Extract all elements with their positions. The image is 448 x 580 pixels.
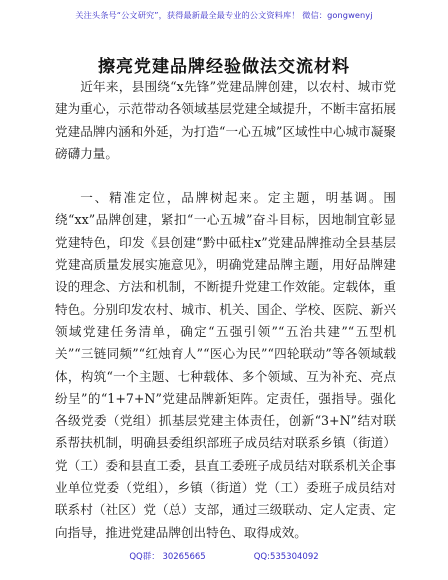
- footer-contact: [0, 550, 448, 562]
- intro-paragraph: 近年来，县围绕“x先锋”党建品牌创建，以农村、城市党建为重心，示范带动各领域基层党建全域提升，不断丰富拓展党建品牌内涵和外延，为打造“一心五城”区域性中心城市凝聚磅礴力量。: [55, 79, 396, 161]
- document-title: 擦亮党建品牌经验做法交流材料: [98, 57, 350, 77]
- footer-qq: QQ:535304092: [253, 552, 319, 562]
- document-body: [55, 76, 396, 544]
- footer-qq-group: QQ群： 30265665: [129, 552, 206, 562]
- header-note: 关注头条号“公文研究”，获得最新最全最专业的公文资料库！ 微信：gongwenyj: [75, 10, 373, 20]
- section-one-paragraph: 一、精准定位，品牌树起来。定主题，明基调。围绕“xx”品牌创建，紧扣“一心五城”奋斗目标，因地制宜彰显党建特色，印发《县创建“黔中砥柱x”党建品牌推动全县基层党建高质量发展实施意见》，明确党建品牌主题，用好品牌建设的理念、方法和机制，不断提升党建工作效能。定载体，重特色。分别印发农村、城市、机关、国企、学校、医院、新兴领域党建任务清单，确定“五强引领”“五治共建”“五型机关”“三链同频”“红烛育人”“医心为民”“四轮联动”等各领域载体，构筑“一个主题、七种载体、多个领域、互为补充、亮点纷呈”的“1+7+N”党建品牌新矩阵。定责任，强指导。强化各级党委（党组）抓基层党建主体责任，创新“3+N”结对联系帮扶机制，明确县委组织部班子成员结对联系乡镇（街道）党（工）委和县直工委，县直工委班子成员结对联系机关企事业单位党委（党组），乡镇（街道）党（工）委班子成员结对联系村（社区）党（总）支部，通过三级联动、定人定责、定向指导，推进党建品牌创出特色、取得成效。: [55, 190, 396, 540]
